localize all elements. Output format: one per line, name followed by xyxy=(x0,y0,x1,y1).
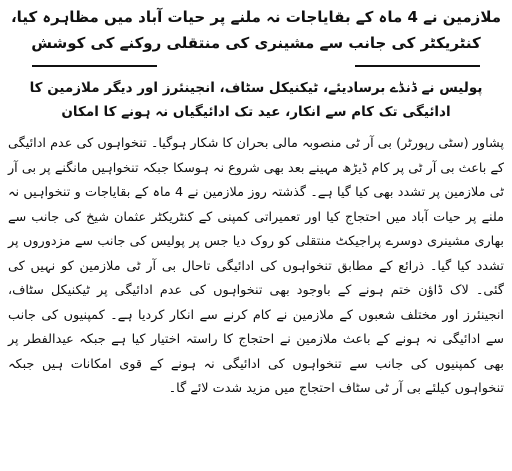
spacer xyxy=(8,124,504,132)
divider-line-left xyxy=(32,65,157,67)
article-body: پشاور (سٹی رپورٹر) بی آر ٹی منصوبہ مالی بحران کا شکار ہوگیا۔ تنخواہوں کی عدم ادائیگی کے باعث بی آر ٹی پر کام ڈیڑھ مہینے بعد بھی شروع نہ ہوسکا جبکہ تنخواہیں مانگنے پر بی آر ٹی ملازمین پر تشدد بھی کیا گیا ہے۔ گذشتہ روز ملازمین نے 4 ماہ کے بقایاجات و تنخواہیں نہ ملنے پر حیات آباد میں احتجاج کیا اور تعمیراتی کمپنی کے کنٹریکٹر عثمان شیخ کی جانب سے بھاری مشینری دوسرے پراجیکٹ منتقلی کو روک دیا جس پر پولیس کی جانب سے مزدوروں پر تشدد کیا گیا۔ ذرائع کے مطابق تنخواہوں کی ادائیگی تاحال بی آر ٹی ملازمین کو نہیں کی گئی۔ لاک ڈاؤن ختم ہونے کے باوجود بھی تنخواہوں کی عدم ادائیگی پر ٹیکنیکل سٹاف، انجینئرز اور مختلف شعبوں کے ملازمین نے کام کرنے سے انکار کردیا ہے۔ کمپنیوں کی جانب سے ادائیگی نہ ہونے کے باعث ملازمین نے احتجاج کا راستہ اختیار کیا ہے جبکہ عیدالفطر پر بھی کمپنیوں کی جانب سے تنخواہوں کی ادائیگی نہ ہونے کے قوی امکانات ہیں جبکہ تنخواہوں کیلئے بی آر ٹی سٹاف احتجاج میں مزید شدت لائے گا۔ xyxy=(8,136,504,396)
article-subheadline: پولیس نے ڈنڈے برسادیئے، ٹیکنیکل سٹاف، انجینئرز اور دیگر ملازمین کا ادائیگی تک کام سے انکار، عید تک ادائیگیاں نہ ہونے کا امکان xyxy=(29,80,483,120)
divider-line-right xyxy=(355,65,480,67)
article-headline: ملازمین نے 4 ماہ کے بقایاجات نہ ملنے پر حیات آباد میں مظاہرہ کیا، کنٹریکٹر کی جانب سے مشینری کی منتقلی روکنے کی کوشش xyxy=(10,8,501,52)
headline-divider xyxy=(8,58,504,74)
